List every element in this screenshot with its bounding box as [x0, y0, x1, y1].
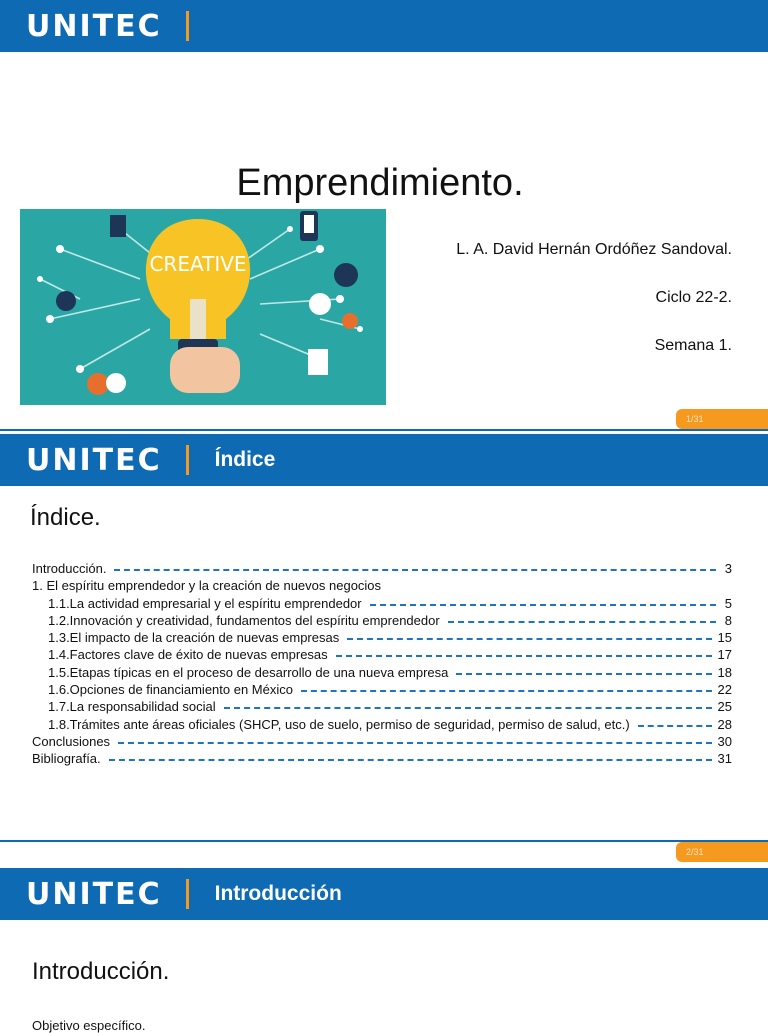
creative-bulb-illustration [20, 209, 386, 405]
slide-introduction [0, 862, 768, 1033]
presentation-title: Emprendimiento. [236, 162, 524, 204]
toc-entry-title: 1.4.Factores clave de éxito de nuevas empresas [48, 647, 328, 663]
header-title: Introducción [214, 882, 342, 905]
unitec-logo: UNITEC [26, 8, 162, 44]
index-heading: Índice. [30, 504, 101, 531]
logo-divider [186, 11, 189, 41]
introduction-heading: Introducción. [32, 958, 170, 985]
toc-page-number: 25 [717, 699, 732, 715]
toc-page-number: 15 [717, 630, 732, 646]
toc-entry-title: 1.2.Innovación y creatividad, fundamentos del espíritu emprendedor [48, 612, 440, 628]
toc-entry[interactable] [32, 577, 732, 594]
toc-page-number: 5 [724, 595, 732, 611]
toc-leader-line [114, 569, 716, 571]
toc-leader-line [224, 707, 712, 709]
author-name: L. A. David Hernán Ordóñez Sandoval. [456, 241, 732, 258]
toc-entry[interactable] [32, 612, 732, 629]
toc-page-number: 30 [717, 733, 732, 749]
toc-leader-line [347, 638, 711, 640]
toc-entry[interactable] [32, 664, 732, 681]
unitec-logo: UNITEC [26, 442, 162, 478]
toc-entry-title: 1.7.La responsabilidad social [48, 699, 216, 715]
toc-leader-line [448, 621, 716, 623]
toc-entry[interactable] [32, 750, 732, 767]
toc-entry-title: 1.5.Etapas típicas en el proceso de desarrollo de una nueva empresa [48, 664, 449, 680]
toc-leader-line [456, 673, 711, 675]
toc-entry-title: 1.6.Opciones de financiamiento en México [48, 682, 293, 698]
toc-leader-line [109, 759, 712, 761]
toc-page-number: 22 [717, 682, 732, 698]
header-title: Índice [214, 448, 276, 471]
cycle-label: Ciclo 22-2. [655, 289, 732, 306]
slide-title [0, 0, 768, 432]
creative-bulb-icon [20, 209, 386, 405]
toc-leader-line [370, 604, 716, 606]
toc-entry[interactable] [32, 646, 732, 663]
slide-divider [0, 429, 768, 431]
toc-page-number: 18 [717, 664, 732, 680]
slide-divider [0, 840, 768, 842]
toc-entry[interactable] [32, 698, 732, 715]
toc-entry-title: 1.1.La actividad empresarial y el espíritu emprendedor [48, 595, 362, 611]
toc-entry-title: Introducción. [32, 561, 107, 576]
toc-entry[interactable] [32, 681, 732, 698]
logo-divider [186, 445, 189, 475]
toc-entry-title: Conclusiones [32, 733, 111, 749]
toc-leader-line [336, 655, 712, 657]
toc-leader-line [301, 690, 712, 692]
creative-label: CREATIVE [149, 252, 247, 276]
toc-entry[interactable] [32, 560, 732, 577]
objective-label: Objetivo específico. [32, 1018, 146, 1033]
toc-page-number: 28 [717, 716, 732, 732]
toc-page-number: 3 [724, 561, 732, 576]
toc-page-number: 31 [717, 751, 732, 767]
unitec-logo: UNITEC [26, 876, 162, 912]
toc-entry[interactable] [32, 595, 732, 612]
week-label: Semana 1. [654, 337, 732, 354]
slide-header [0, 868, 768, 920]
toc-entry[interactable] [32, 733, 732, 750]
toc-page-number: 17 [717, 647, 732, 663]
page-number-tag: 2/31 [676, 842, 768, 862]
toc-entry-title: 1.8.Trámites ante áreas oficiales (SHCP, uso de suelo, permiso de seguridad, permiso de salud, etc.) [48, 716, 630, 732]
table-of-contents [32, 560, 732, 768]
toc-leader-line [638, 725, 712, 727]
toc-entry[interactable] [32, 629, 732, 646]
toc-leader-line [118, 742, 711, 744]
slide-index [0, 432, 768, 857]
toc-entry[interactable] [32, 716, 732, 733]
toc-entry-title: 1.3.El impacto de la creación de nuevas empresas [48, 630, 340, 646]
slide-header [0, 0, 768, 52]
toc-entry-title: Bibliografía. [32, 751, 101, 767]
toc-entry-title: 1. El espíritu emprendedor y la creación de nuevos negocios [32, 578, 382, 594]
slide-header [0, 434, 768, 486]
logo-divider [186, 879, 189, 909]
page-number-tag: 1/31 [676, 409, 768, 429]
toc-page-number: 8 [724, 612, 732, 628]
